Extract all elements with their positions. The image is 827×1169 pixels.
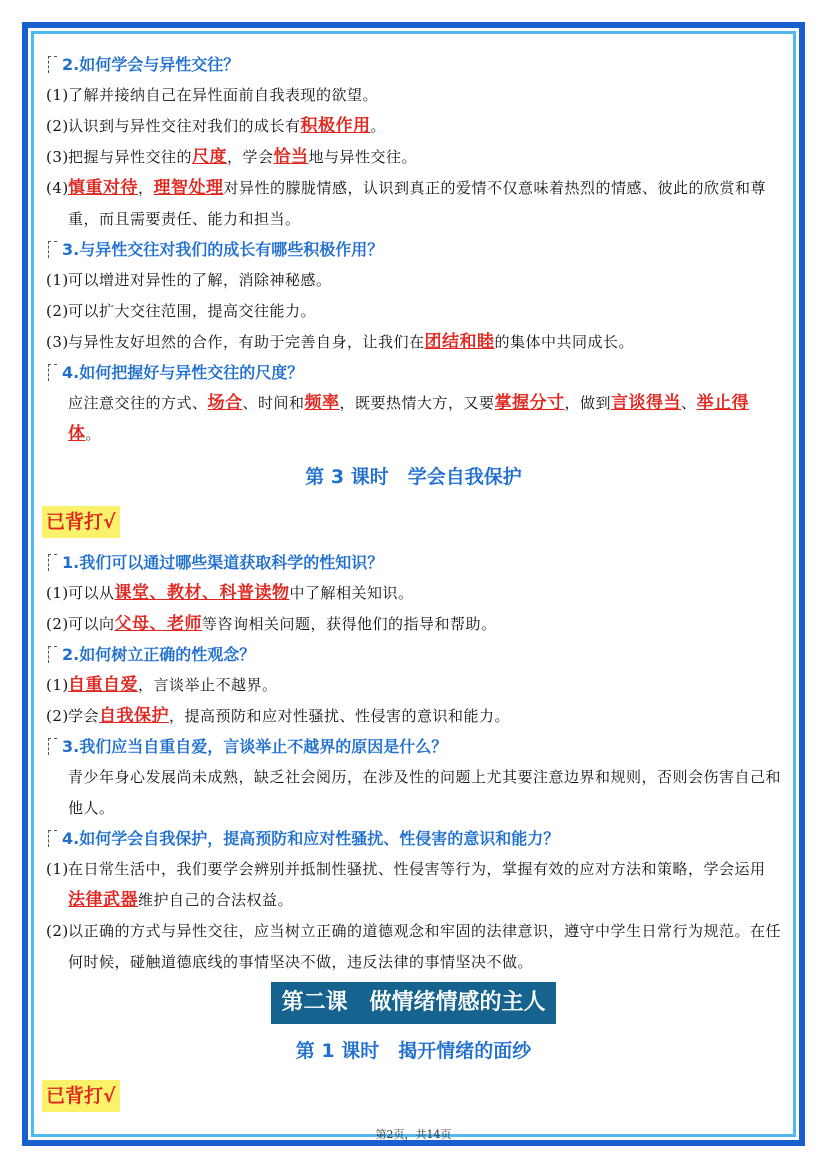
answer-paragraph — [46, 762, 781, 824]
chapter-heading: 第二课 做情绪情感的主人 — [271, 982, 555, 1024]
answer-list — [46, 80, 781, 235]
key-term: 掌握分寸 — [494, 393, 565, 413]
memorized-badge: 已背打√ — [42, 506, 120, 538]
answer-item — [46, 916, 781, 978]
text-run: 以正确的方式与异性交往，应当树立正确的道德观念和牢固的法律意识，遵守中学生日常行为规范。在任何时候，碰触道德底线的事情坚决不做，违反法律的事情坚决不做。 — [68, 922, 782, 971]
item-number: (3) — [46, 148, 69, 166]
item-number: (2) — [46, 615, 69, 633]
item-number: (2) — [46, 707, 69, 725]
question-heading: 3.我们应当自重自爱，言谈举止不越界的原因是什么？ — [46, 732, 781, 762]
text-run: 了解并接纳自己在异性面前自我表现的欲望。 — [68, 86, 379, 104]
answer-item — [46, 327, 781, 358]
text-run: 地与异性交往。 — [308, 148, 418, 166]
key-term: 法律武器 — [68, 890, 138, 910]
text-run: 与异性友好坦然的合作，有助于完善自身，让我们在 — [68, 333, 425, 351]
item-number: (1) — [46, 584, 69, 602]
text-run: 等咨询相关问题，获得他们的指导和帮助。 — [202, 615, 497, 633]
answer-paragraph — [46, 388, 781, 450]
key-term: 举止得体 — [68, 393, 750, 444]
text-run: 可以向 — [68, 615, 115, 633]
text-run: 认识到与异性交往对我们的成长有 — [68, 117, 301, 135]
page-content — [46, 50, 781, 1122]
answer-item — [46, 296, 781, 327]
memorized-badge: 已背打√ — [42, 1080, 120, 1112]
text-run: ，提高预防和应对性骚扰、性侵害的意识和能力。 — [169, 707, 511, 725]
item-number: (2) — [46, 117, 69, 135]
key-term: 团结和睦 — [424, 332, 495, 352]
answer-list — [46, 854, 781, 978]
item-number: (1) — [46, 271, 69, 289]
item-number: (2) — [46, 922, 69, 940]
question-heading: 2.如何学会与异性交往？ — [46, 50, 781, 80]
text-run: ，学会 — [227, 148, 274, 166]
key-term: 积极作用 — [300, 116, 371, 136]
question-heading: 3.与异性交往对我们的成长有哪些积极作用？ — [46, 235, 781, 265]
item-number: (1) — [46, 860, 69, 878]
question-heading: 4.如何学会自我保护，提高预防和应对性骚扰、性侵害的意识和能力？ — [46, 824, 781, 854]
text-run: 可以增进对异性的了解，消除神秘感。 — [68, 271, 332, 289]
lesson-title: 第 3 课时 学会自我保护 — [305, 466, 522, 488]
text-run: ， — [138, 179, 154, 197]
answer-item — [46, 670, 781, 701]
key-term: 言谈得当 — [611, 393, 682, 413]
key-term: 理智处理 — [153, 178, 224, 198]
question-heading: 4.如何把握好与异性交往的尺度？ — [46, 358, 781, 388]
answer-item — [46, 80, 781, 111]
text-run: ，既要热情大方，又要 — [339, 394, 495, 412]
text-run: 维护自己的合法权益。 — [138, 891, 294, 909]
text-run: ，言谈举止不越界。 — [138, 676, 278, 694]
key-term: 恰当 — [273, 147, 309, 167]
answer-item — [46, 854, 781, 916]
item-number: (4) — [46, 179, 69, 197]
answer-item — [46, 578, 781, 609]
key-term: 慎重对待 — [68, 178, 138, 198]
text-run: 可以从 — [68, 584, 115, 602]
answer-item — [46, 701, 781, 732]
text-run: ，做到 — [564, 394, 612, 412]
text-run: 、 — [681, 394, 697, 412]
item-number: (3) — [46, 333, 69, 351]
text-run: 中了解相关知识。 — [289, 584, 414, 602]
item-number: (1) — [46, 676, 69, 694]
text-run: 。 — [370, 117, 387, 135]
item-number: (2) — [46, 302, 69, 320]
text-run: 。 — [85, 425, 102, 443]
answer-item — [46, 142, 781, 173]
key-term: 父母、老师 — [114, 614, 203, 634]
answer-list — [46, 578, 781, 640]
answer-item — [46, 609, 781, 640]
text-run: 的集体中共同成长。 — [494, 333, 635, 351]
key-term: 课堂、教材、科普读物 — [114, 583, 290, 603]
item-number: (1) — [46, 86, 69, 104]
answer-list — [46, 670, 781, 732]
key-term: 场合 — [207, 393, 243, 413]
answer-list — [46, 265, 781, 358]
answer-item — [46, 173, 781, 235]
key-term: 频率 — [304, 393, 340, 413]
key-term: 自我保护 — [99, 706, 170, 726]
question-heading: 2.如何树立正确的性观念？ — [46, 640, 781, 670]
text-run: 把握与异性交往的 — [68, 148, 193, 166]
answer-item — [46, 265, 781, 296]
key-term: 尺度 — [192, 147, 228, 167]
text-run: 学会 — [68, 707, 100, 725]
text-run: 青少年身心发展尚未成熟，缺乏社会阅历，在涉及性的问题上尤其要注意边界和规则，否则会伤害自己和他人。 — [68, 768, 782, 817]
key-term: 自重自爱 — [68, 675, 138, 695]
chapter-heading-wrap — [46, 982, 781, 1024]
text-run: 可以扩大交往范围，提高交往能力。 — [68, 302, 317, 320]
text-run: 应注意交往的方式、 — [68, 394, 208, 412]
answer-item — [46, 111, 781, 142]
question-heading: 1.我们可以通过哪些渠道获取科学的性知识？ — [46, 548, 781, 578]
text-run: 在日常生活中，我们要学会辨别并抵制性骚扰、性侵害等行为，掌握有效的应对方法和策略，学会运用 — [68, 860, 766, 878]
text-run: 对异性的朦胧情感，认识到真正的爱情不仅意味着热烈的情感、彼此的欣赏和尊重，而且需要责任、能力和担当。 — [68, 179, 767, 228]
page-footer: 第2页，共14页 — [375, 1128, 452, 1141]
lesson-title: 第 1 课时 揭开情绪的面纱 — [295, 1040, 532, 1062]
text-run: 、时间和 — [242, 394, 305, 412]
